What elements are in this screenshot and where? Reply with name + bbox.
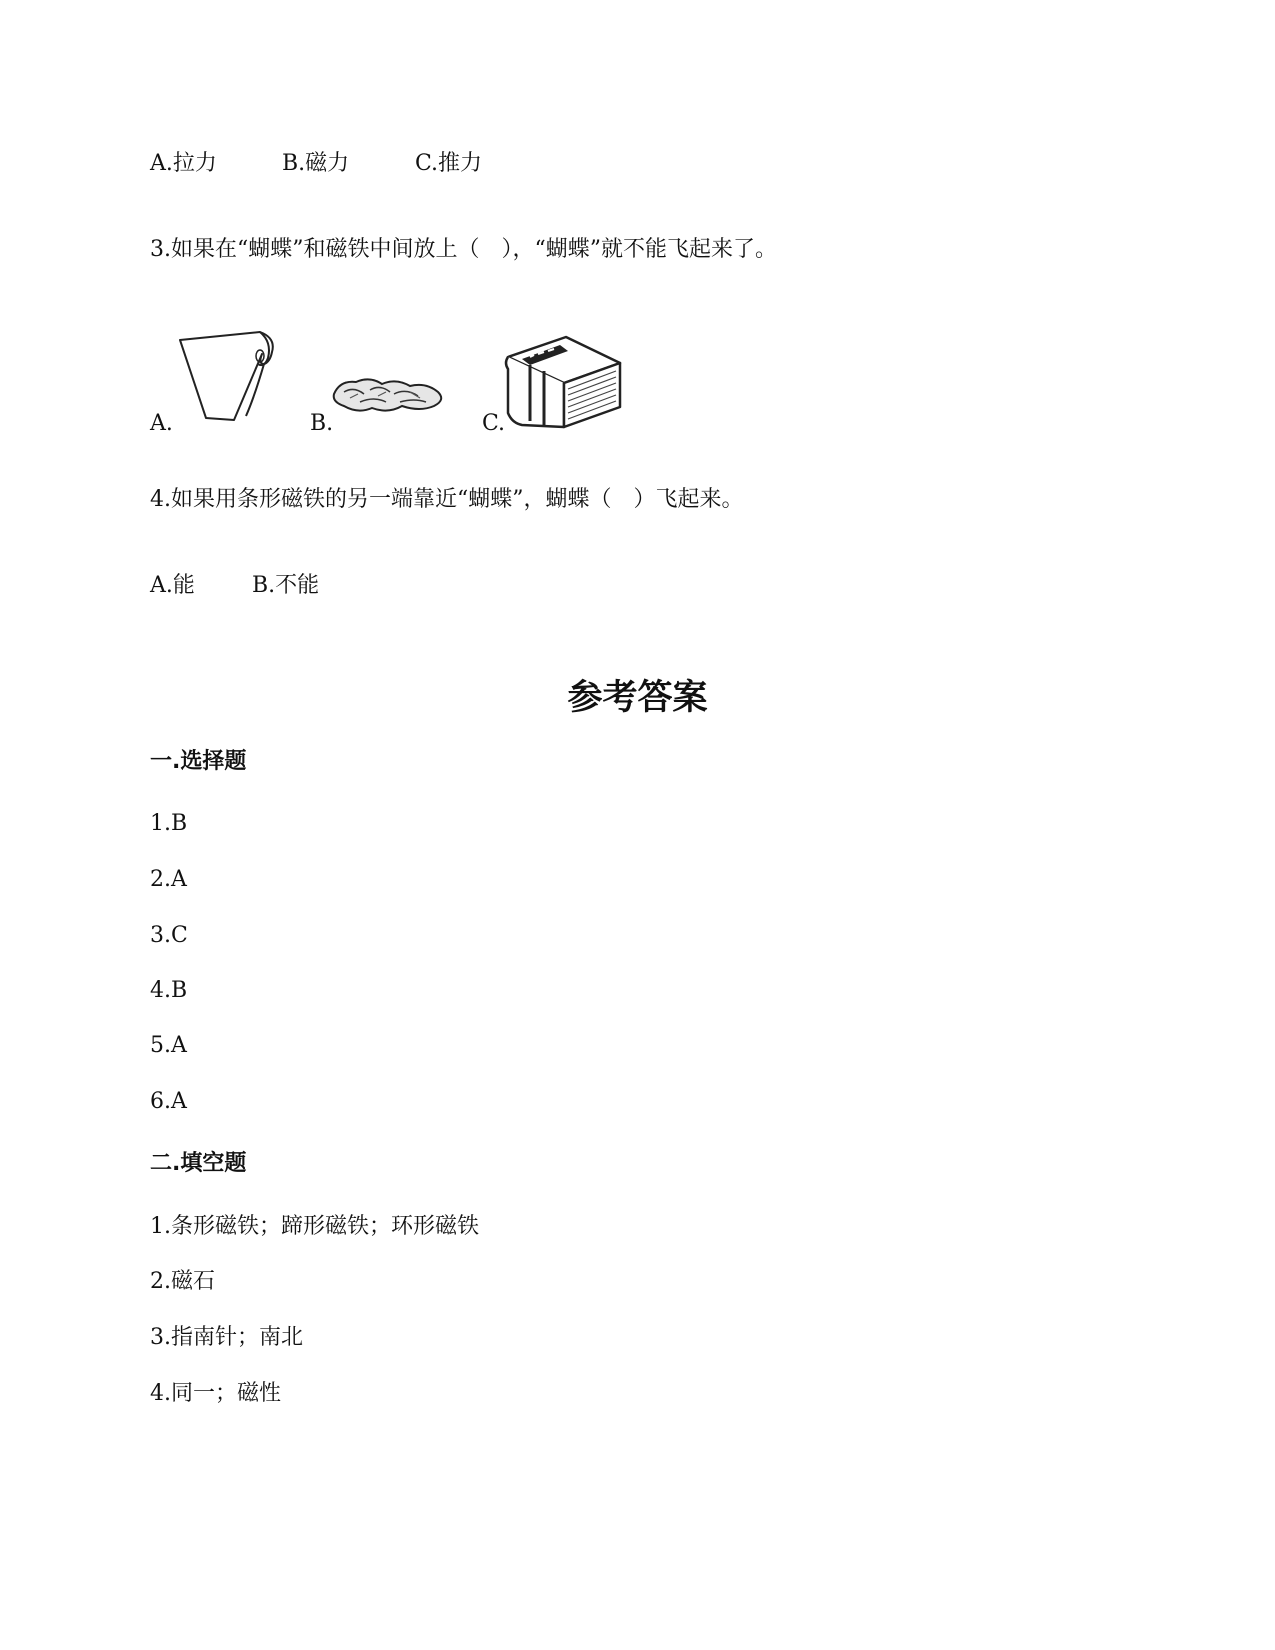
q2-option-c: C.推力	[415, 151, 483, 176]
thick-book-icon	[504, 333, 626, 429]
q4-option-a: A.能	[150, 573, 195, 598]
answer-item: 2.磁石	[150, 1269, 215, 1294]
q2-option-a: A.拉力	[150, 151, 217, 176]
iron-nail-pile-icon	[330, 372, 448, 416]
q3-option-c-label: C.	[482, 411, 506, 436]
section1-heading: 一.选择题	[150, 749, 247, 774]
q4-question: 4.如果用条形磁铁的另一端靠近“蝴蝶”，蝴蝶（ ）飞起来。	[150, 487, 744, 512]
answers-title: 参考答案	[567, 678, 708, 718]
answer-item: 1.条形磁铁；蹄形磁铁；环形磁铁	[150, 1214, 479, 1239]
paper-sheet-icon	[174, 328, 286, 424]
answer-item: 2.A	[150, 867, 187, 892]
answer-item: 4.B	[150, 978, 188, 1003]
q2-option-b: B.磁力	[282, 151, 350, 176]
answer-item: 6.A	[150, 1089, 187, 1114]
q4-option-b: B.不能	[252, 573, 320, 598]
section2-heading: 二.填空题	[150, 1151, 247, 1176]
q3-question: 3.如果在“蝴蝶”和磁铁中间放上（ ），“蝴蝶”就不能飞起来了。	[150, 237, 777, 262]
answer-item: 3.C	[150, 923, 188, 948]
q3-option-a-label: A.	[150, 411, 173, 436]
q3-option-b-label: B.	[310, 411, 334, 436]
answer-item: 5.A	[150, 1033, 187, 1058]
answer-item: 1.B	[150, 811, 188, 836]
answer-item: 4.同一；磁性	[150, 1381, 281, 1406]
answer-item: 3.指南针；南北	[150, 1325, 303, 1350]
